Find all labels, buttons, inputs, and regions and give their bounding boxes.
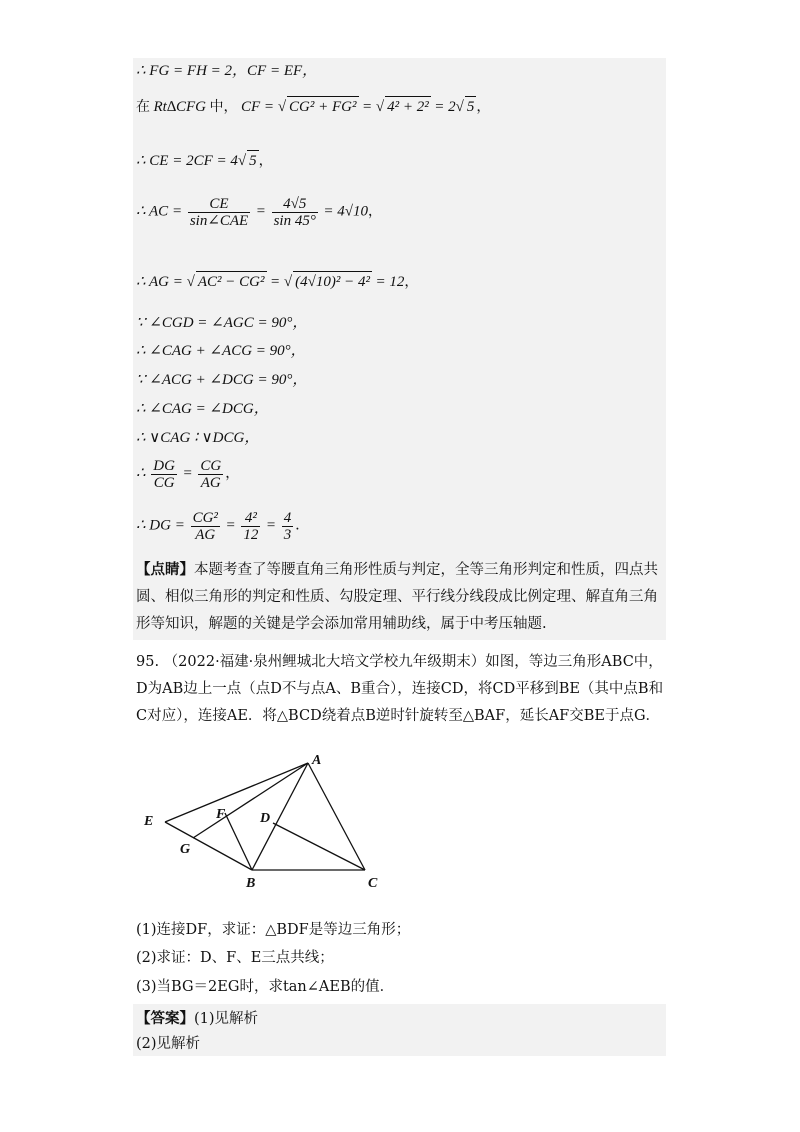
- answer-line-2: (2)见解析: [136, 1036, 201, 1052]
- answer-line-1: [136, 1009, 258, 1029]
- label-G: G: [180, 842, 191, 857]
- problem-source: （2022·福建·泉州鲤城北大培文学校九年级期末）: [163, 654, 486, 670]
- label-E: E: [144, 814, 154, 829]
- label-B: B: [246, 876, 256, 891]
- solution-line-12: ∴ DG = $\frac{\text{CG²}}{AG}$ = $\frac{\text{4²}}{12}$ = $\frac{4}{3}$ ．: [136, 510, 310, 543]
- solution-line-1: ∴ FG = FH = 2，CF = EF，: [136, 63, 318, 79]
- answer-label: 【答案】: [136, 1010, 194, 1027]
- segment-AE: [165, 763, 308, 822]
- comment-paragraph: [136, 556, 668, 638]
- solution-line-8: ∵ ∠ACG + ∠DCG = 90°，: [136, 370, 307, 390]
- solution-line-9: ∴ ∠CAG = ∠DCG，: [136, 399, 269, 419]
- label-A: A: [312, 753, 322, 768]
- solution-line-2: 在 Rt∆CFG 中， CF = √ CG² + FG² = √ 4² + 2² = 2√ 5 ，: [136, 96, 490, 118]
- subquestion-2: (2)求证：D、F、E三点共线；: [136, 950, 334, 966]
- solution-line-10: ∴ ∨CAG ∶ ∨DCG，: [136, 428, 259, 448]
- comment-label: 【点睛】: [136, 561, 194, 578]
- segment-AG: [193, 763, 308, 838]
- problem-text: 如图，等边三角形ABC中，D为AB边上一点（点D不与点A、B重合），连接CD，将CD平移到BE（其中点B和C对应），连接AE．将△BCD绕着点B逆时针旋转至△BAF，延长AF交BE于点G．: [136, 654, 664, 724]
- label-F: F: [216, 807, 226, 822]
- solution-line-5: ∴ AG = √ AC² − CG² = √ (4√10)² − 4² = 12，: [136, 271, 418, 293]
- solution-line-3: ∴ CE = 2CF = 4√ 5 ，: [136, 150, 273, 172]
- segment-EB: [165, 822, 252, 870]
- subquestion-3: (3)当BG＝2EG时，求tan∠AEB的值．: [136, 979, 395, 995]
- segment-AC: [308, 763, 365, 870]
- answer-item-1: (1)见解析: [194, 1011, 259, 1027]
- solution-line-11: ∴ $\frac{DG}{CG}$ = $\frac{CG}{AG}$ ，: [136, 458, 240, 491]
- segment-CD: [273, 823, 365, 870]
- label-C: C: [368, 876, 378, 891]
- subquestion-1: (1)连接DF，求证：△BDF是等边三角形；: [136, 922, 411, 938]
- solution-line-7: ∴ ∠CAG + ∠ACG = 90°，: [136, 341, 306, 361]
- comment-text: 本题考查了等腰直角三角形性质与判定，全等三角形判定和性质，四点共圆、相似三角形的判定和性质、勾股定理、平行线分线段成比例定理、解直角三角形等知识，解题的关键是学会添加常用辅助线，属于中考压轴题.: [136, 562, 658, 632]
- solution-line-6: ∵ ∠CGD = ∠AGC = 90°，: [136, 313, 307, 333]
- geometry-figure: [140, 745, 400, 895]
- segment-FB: [225, 813, 252, 870]
- problem-statement: [136, 649, 666, 730]
- problem-number: 95.: [136, 654, 160, 670]
- solution-line-4: ∴ AC = $\frac{CE}{\text{sin∠CAE}}$ = $\frac{4√5}{\sin 45^\circ}$ = 4√10，: [136, 196, 382, 229]
- label-D: D: [260, 811, 271, 826]
